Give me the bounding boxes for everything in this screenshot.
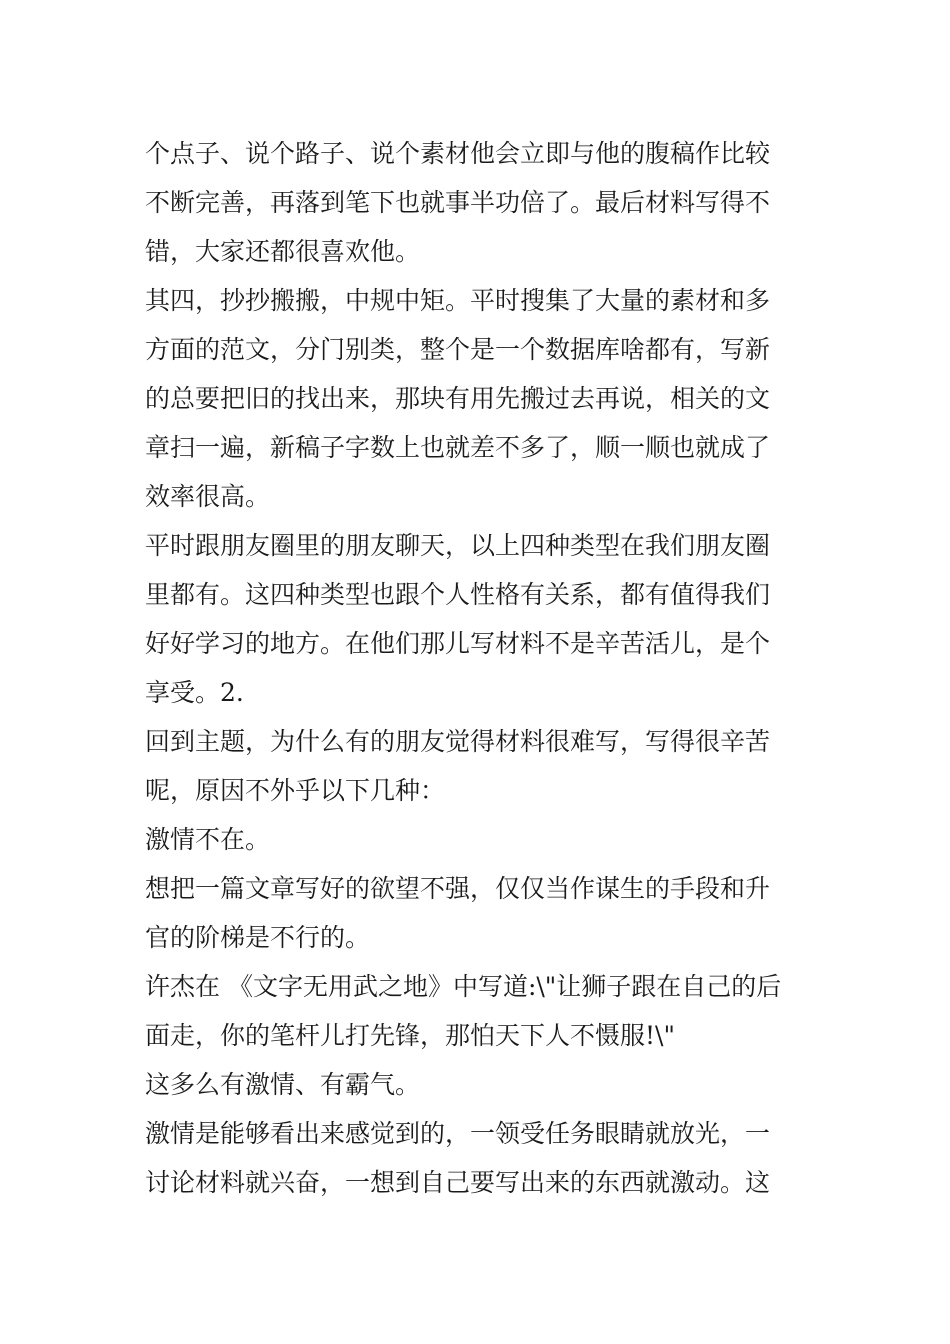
- text-line: 不断完善，再落到笔下也就事半功倍了。最后材料写得不: [145, 188, 771, 217]
- text-line: 其四，抄抄搬搬，中规中矩。平时搜集了大量的素材和多: [145, 286, 771, 315]
- paragraph: [145, 276, 810, 521]
- paragraph: [145, 815, 810, 864]
- text-line: 享受。2.: [145, 678, 244, 707]
- text-line: 激情是能够看出来感觉到的，一领受任务眼睛就放光，一: [145, 1119, 771, 1148]
- paragraph: [145, 1109, 810, 1207]
- paragraph: [145, 129, 810, 276]
- paragraph: [145, 962, 810, 1060]
- text-line: 章扫一遍，新稿子字数上也就差不多了，顺一顺也就成了: [145, 433, 771, 462]
- paragraph: [145, 717, 810, 815]
- text-line: 平时跟朋友圈里的朋友聊天，以上四种类型在我们朋友圈: [145, 531, 771, 560]
- text-line: 里都有。这四种类型也跟个人性格有关系，都有值得我们: [145, 580, 771, 609]
- text-line: 激情不在。: [145, 825, 271, 854]
- text-line: 讨论材料就兴奋，一想到自己要写出来的东西就激动。这: [145, 1168, 771, 1197]
- text-line: 效率很高。: [145, 482, 271, 511]
- text-line: 好好学习的地方。在他们那儿写材料不是辛苦活儿，是个: [145, 629, 771, 658]
- text-line: 的总要把旧的找出来，那块有用先搬过去再说，相关的文: [145, 384, 771, 413]
- text-line: 个点子、说个路子、说个素材他会立即与他的腹稿作比较: [145, 139, 771, 168]
- text-line: 想把一篇文章写好的欲望不强，仅仅当作谋生的手段和升: [145, 874, 771, 903]
- text-line: 面走，你的笔杆儿打先锋，那怕天下人不慑服!\": [145, 1021, 675, 1050]
- document-body: [145, 129, 810, 1207]
- text-line: 这多么有激情、有霸气。: [145, 1070, 421, 1099]
- text-line: 呢，原因不外乎以下几种：: [145, 776, 446, 805]
- text-line: 错，大家还都很喜欢他。: [145, 237, 421, 266]
- text-line: 回到主题，为什么有的朋友觉得材料很难写，写得很辛苦: [145, 727, 771, 756]
- paragraph: [145, 521, 810, 717]
- text-line: 方面的范文，分门别类，整个是一个数据库啥都有，写新: [145, 335, 771, 364]
- text-line: 官的阶梯是不行的。: [145, 923, 371, 952]
- paragraph: [145, 1060, 810, 1109]
- text-line: 许杰在 《文字无用武之地》中写道:\"让狮子跟在自己的后: [145, 972, 782, 1001]
- paragraph: [145, 864, 810, 962]
